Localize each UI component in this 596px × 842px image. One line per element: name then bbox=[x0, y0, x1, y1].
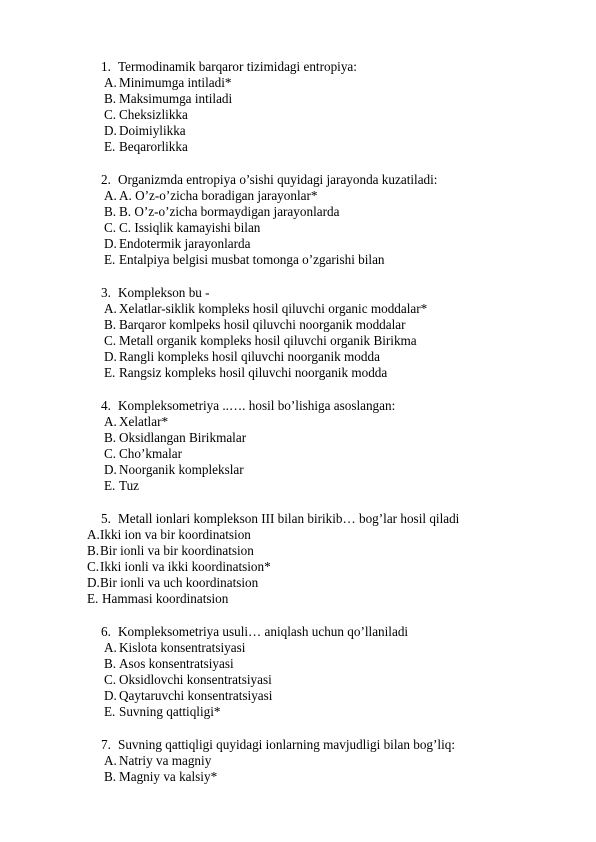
option-5d bbox=[87, 575, 258, 591]
option-letter: C. bbox=[104, 672, 117, 687]
option-2b bbox=[104, 204, 339, 220]
option-letter: C. bbox=[87, 559, 100, 574]
option-1a bbox=[104, 75, 231, 91]
option-5b bbox=[87, 543, 254, 559]
option-text: Xelatlar* bbox=[119, 414, 169, 429]
option-letter: C. bbox=[104, 107, 117, 122]
option-6a bbox=[104, 640, 245, 656]
option-text: Magniy va kalsiy* bbox=[119, 769, 218, 784]
option-letter: E. bbox=[87, 591, 99, 606]
question-number: 5. bbox=[101, 511, 111, 526]
option-letter: B. bbox=[87, 543, 100, 558]
option-1b bbox=[104, 91, 232, 107]
option-letter: A. bbox=[104, 75, 117, 90]
option-text: Qaytaruvchi konsentratsiyasi bbox=[119, 688, 273, 703]
option-letter: A. bbox=[87, 527, 100, 542]
question-number: 6. bbox=[101, 624, 111, 639]
question-2 bbox=[101, 172, 437, 188]
question-3 bbox=[101, 285, 210, 301]
option-letter: B. bbox=[104, 656, 117, 671]
option-letter: B. bbox=[104, 317, 117, 332]
question-6 bbox=[101, 624, 408, 640]
question-text: Komplekson bu - bbox=[118, 285, 210, 300]
question-text: Termodinamik barqaror tizimidagi entropiya: bbox=[118, 59, 357, 74]
question-text: Suvning qattiqligi quyidagi ionlarning mavjudligi bilan bog’liq: bbox=[118, 737, 455, 752]
option-letter: B. bbox=[104, 204, 117, 219]
question-1 bbox=[101, 59, 357, 75]
option-6b bbox=[104, 656, 234, 672]
question-number: 2. bbox=[101, 172, 111, 187]
option-letter: B. bbox=[104, 91, 117, 106]
question-text: Kompleksometriya usuli… aniqlash uchun qo’llaniladi bbox=[118, 624, 409, 639]
option-letter: D. bbox=[87, 575, 100, 590]
option-text: Endotermik jarayonlarda bbox=[119, 236, 251, 251]
option-letter: B. bbox=[104, 430, 117, 445]
option-letter: D. bbox=[104, 349, 117, 364]
option-4c bbox=[104, 446, 182, 462]
option-text: Ikki ion va bir koordinatsion bbox=[100, 527, 251, 542]
option-text: Rangli kompleks hosil qiluvchi noorganik modda bbox=[119, 349, 380, 364]
option-2c bbox=[104, 220, 260, 236]
option-3d bbox=[104, 349, 380, 365]
question-4 bbox=[101, 398, 395, 414]
option-7a bbox=[104, 753, 211, 769]
option-4d bbox=[104, 462, 244, 478]
option-letter: A. bbox=[104, 301, 117, 316]
question-text: Metall ionlari komplekson III bilan birikib… bog’lar hosil qiladi bbox=[118, 511, 460, 526]
option-text: B. O’z-o’zicha bormaydigan jarayonlarda bbox=[119, 204, 340, 219]
option-letter: A. bbox=[104, 640, 117, 655]
option-6e bbox=[104, 704, 220, 720]
option-text: Entalpiya belgisi musbat tomonga o’zgarishi bilan bbox=[119, 252, 385, 267]
option-letter: E. bbox=[104, 139, 116, 154]
option-text: Bir ionli va uch koordinatsion bbox=[100, 575, 259, 590]
option-6d bbox=[104, 688, 272, 704]
option-text: Oksidlovchi konsentratsiyasi bbox=[119, 672, 272, 687]
question-number: 7. bbox=[101, 737, 111, 752]
question-7 bbox=[101, 737, 455, 753]
option-text: C. Issiqlik kamayishi bilan bbox=[119, 220, 261, 235]
option-letter: E. bbox=[104, 252, 116, 267]
option-letter: A. bbox=[104, 188, 117, 203]
option-5c bbox=[87, 559, 271, 575]
option-2a bbox=[104, 188, 317, 204]
option-text: Xelatlar-siklik kompleks hosil qiluvchi organic moddalar* bbox=[119, 301, 428, 316]
option-text: Metall organik kompleks hosil qiluvchi organik Birikma bbox=[119, 333, 417, 348]
option-letter: D. bbox=[104, 236, 117, 251]
option-letter: E. bbox=[104, 365, 116, 380]
option-3a bbox=[104, 301, 427, 317]
question-5 bbox=[101, 511, 459, 527]
option-text: A. O’z-o’zicha boradigan jarayonlar* bbox=[119, 188, 318, 203]
option-text: Cho’kmalar bbox=[119, 446, 182, 461]
option-letter: C. bbox=[104, 333, 117, 348]
option-text: Asos konsentratsiyasi bbox=[119, 656, 234, 671]
question-number: 1. bbox=[101, 59, 111, 74]
option-5e bbox=[87, 591, 228, 607]
option-3b bbox=[104, 317, 406, 333]
option-text: Ikki ionli va ikki koordinatsion* bbox=[100, 559, 271, 574]
option-text: Cheksizlikka bbox=[119, 107, 188, 122]
option-6c bbox=[104, 672, 272, 688]
option-5a bbox=[87, 527, 251, 543]
option-text: Bir ionli va bir koordinatsion bbox=[100, 543, 254, 558]
option-text: Suvning qattiqligi* bbox=[119, 704, 221, 719]
question-text: Kompleksometriya ..…. hosil bo’lishiga asoslangan: bbox=[118, 398, 396, 413]
option-letter: C. bbox=[104, 220, 117, 235]
option-text: Rangsiz kompleks hosil qiluvchi noorganik modda bbox=[119, 365, 388, 380]
option-letter: C. bbox=[104, 446, 117, 461]
question-text: Organizmda entropiya o’sishi quyidagi jarayonda kuzatiladi: bbox=[118, 172, 438, 187]
option-text: Beqarorlikka bbox=[119, 139, 188, 154]
option-letter: E. bbox=[104, 478, 116, 493]
option-letter: D. bbox=[104, 123, 117, 138]
option-4b bbox=[104, 430, 246, 446]
option-1e bbox=[104, 139, 188, 155]
option-3c bbox=[104, 333, 417, 349]
option-text: Natriy va magniy bbox=[119, 753, 212, 768]
question-number: 3. bbox=[101, 285, 111, 300]
option-2d bbox=[104, 236, 250, 252]
option-text: Hammasi koordinatsion bbox=[102, 591, 229, 606]
option-4e bbox=[104, 478, 139, 494]
option-7b bbox=[104, 769, 217, 785]
option-text: Tuz bbox=[119, 478, 140, 493]
option-letter: A. bbox=[104, 414, 117, 429]
option-text: Noorganik komplekslar bbox=[119, 462, 244, 477]
option-text: Kislota konsentratsiyasi bbox=[119, 640, 246, 655]
option-text: Doimiylikka bbox=[119, 123, 186, 138]
option-letter: E. bbox=[104, 704, 116, 719]
option-letter: D. bbox=[104, 688, 117, 703]
option-text: Minimumga intiladi* bbox=[119, 75, 232, 90]
option-text: Barqaror komlpeks hosil qiluvchi noorganik moddalar bbox=[119, 317, 406, 332]
option-1d bbox=[104, 123, 186, 139]
option-letter: B. bbox=[104, 769, 117, 784]
option-text: Maksimumga intiladi bbox=[119, 91, 233, 106]
option-3e bbox=[104, 365, 387, 381]
option-1c bbox=[104, 107, 188, 123]
option-letter: D. bbox=[104, 462, 117, 477]
option-2e bbox=[104, 252, 385, 268]
option-4a bbox=[104, 414, 168, 430]
question-number: 4. bbox=[101, 398, 111, 413]
option-letter: A. bbox=[104, 753, 117, 768]
option-text: Oksidlangan Birikmalar bbox=[119, 430, 247, 445]
